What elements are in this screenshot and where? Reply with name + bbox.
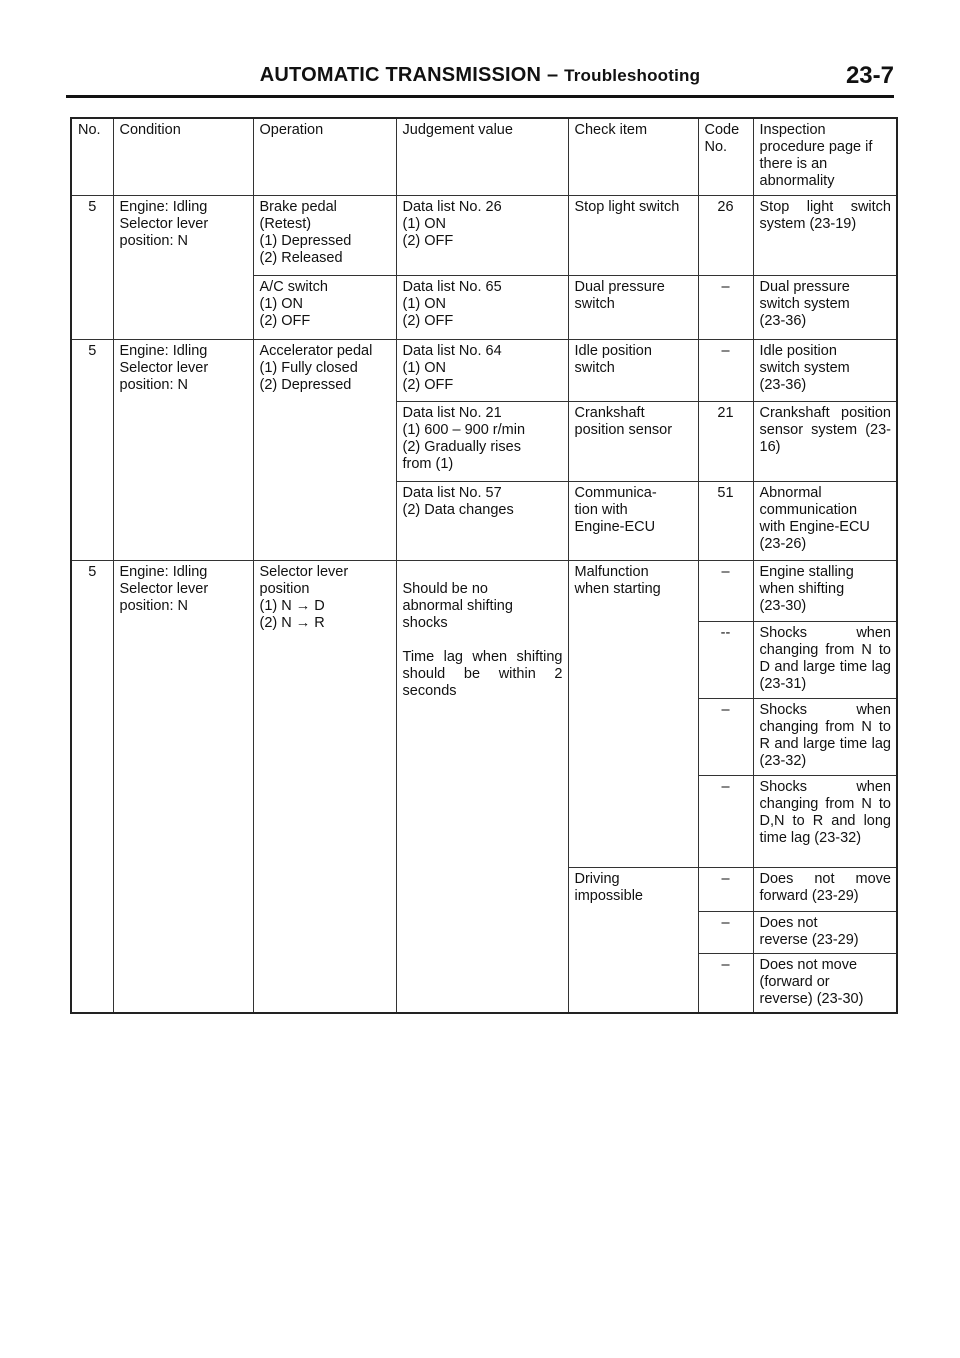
- row-inspection: Abnormal communication with Engine-ECU (23-26): [753, 482, 897, 561]
- page-title: [66, 64, 894, 87]
- row-code: 51: [698, 482, 753, 561]
- row-inspection: Shocks when changing from N to D,N to R and long time lag (23-32): [753, 776, 897, 868]
- row-code: –: [698, 561, 753, 622]
- row-code: –: [698, 699, 753, 776]
- row-operation: A/C switch (1) ON (2) OFF: [253, 276, 396, 340]
- row-check-item: Stop light switch: [568, 196, 698, 276]
- col-header-no: No.: [71, 118, 113, 196]
- row-condition: Engine: Idling Selector lever position: N: [113, 340, 253, 561]
- row-check-item: Dual pressure switch: [568, 276, 698, 340]
- row-inspection: Does not move (forward or reverse) (23-30): [753, 954, 897, 1013]
- row-no: 5: [71, 340, 113, 561]
- row-code: –: [698, 340, 753, 402]
- row-code: –: [698, 776, 753, 868]
- header-rule: [66, 95, 894, 98]
- row-judgement: Data list No. 64 (1) ON (2) OFF: [396, 340, 568, 402]
- row-operation: Accelerator pedal (1) Fully closed (2) Depressed: [253, 340, 396, 561]
- row-judgement: Data list No. 26 (1) ON (2) OFF: [396, 196, 568, 276]
- col-header-check-item: Check item: [568, 118, 698, 196]
- row-inspection: Idle position switch system (23-36): [753, 340, 897, 402]
- title-sub: Troubleshooting: [564, 66, 701, 85]
- col-header-code: Code No.: [698, 118, 753, 196]
- row-condition: Engine: Idling Selector lever position: N: [113, 561, 253, 1013]
- row-check-item: Communica- tion with Engine-ECU: [568, 482, 698, 561]
- row-inspection: Does not reverse (23-29): [753, 912, 897, 954]
- judgement-shocks: Should be no abnormal shifting shocks: [402, 581, 513, 631]
- row-condition: Engine: Idling Selector lever position: N: [113, 196, 253, 340]
- row-inspection: Does not move forward (23-29): [753, 868, 897, 912]
- title-main: AUTOMATIC TRANSMISSION: [259, 64, 542, 86]
- row-inspection: Shocks when changing from N to D and large time lag (23-31): [753, 622, 897, 699]
- col-header-operation: Operation: [253, 118, 396, 196]
- row-no: 5: [71, 196, 113, 340]
- row-inspection: Engine stalling when shifting (23-30): [753, 561, 897, 622]
- row-judgement: [396, 561, 568, 1013]
- col-header-inspection: Inspection procedure page if there is an abnormality: [753, 118, 897, 196]
- table-row: [71, 340, 897, 402]
- row-check-item: Idle position switch: [568, 340, 698, 402]
- table-row: [71, 196, 897, 276]
- row-operation: Brake pedal (Retest) (1) Depressed (2) Released: [253, 196, 396, 276]
- page-header: [66, 64, 894, 94]
- col-header-condition: Condition: [113, 118, 253, 196]
- row-code: –: [698, 868, 753, 912]
- judgement-time-lag: Time lag when shifting should be within 2 seconds: [402, 649, 563, 699]
- row-judgement: Data list No. 57 (2) Data changes: [396, 482, 568, 561]
- row-check-item: Malfunction when starting: [568, 561, 698, 868]
- title-separator: –: [546, 64, 559, 86]
- row-code: –: [698, 954, 753, 1013]
- row-code: 21: [698, 402, 753, 482]
- troubleshooting-table: [70, 117, 898, 1014]
- row-judgement: Data list No. 65 (1) ON (2) OFF: [396, 276, 568, 340]
- row-inspection: Shocks when changing from N to R and large time lag (23-32): [753, 699, 897, 776]
- row-no: 5: [71, 561, 113, 1013]
- row-operation: Selector lever position (1) N → D (2) N → R: [253, 561, 396, 1013]
- table-header-row: [71, 118, 897, 196]
- table-row: [71, 561, 897, 622]
- row-code: --: [698, 622, 753, 699]
- row-inspection: Crankshaft position sensor system (23-16): [753, 402, 897, 482]
- row-code: –: [698, 276, 753, 340]
- row-inspection: Dual pressure switch system (23-36): [753, 276, 897, 340]
- row-code: –: [698, 912, 753, 954]
- row-inspection: Stop light switch system (23-19): [753, 196, 897, 276]
- row-judgement: Data list No. 21 (1) 600 – 900 r/min (2) Gradually rises from (1): [396, 402, 568, 482]
- row-check-item: Crankshaft position sensor: [568, 402, 698, 482]
- row-check-item: Driving impossible: [568, 868, 698, 1013]
- col-header-judgement: Judgement value: [396, 118, 568, 196]
- page-number: 23-7: [845, 62, 894, 89]
- row-code: 26: [698, 196, 753, 276]
